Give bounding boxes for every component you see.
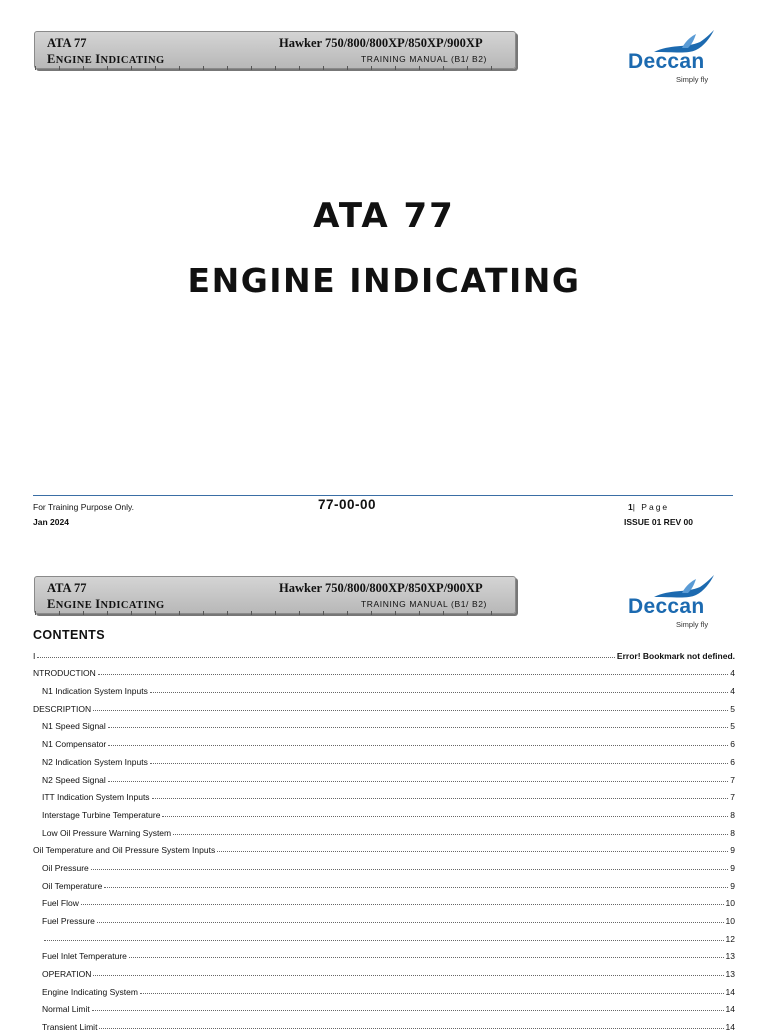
logo-wordmark: Deccan xyxy=(628,595,705,618)
toc-entry[interactable] xyxy=(33,979,735,997)
toc-leader-dots xyxy=(108,745,728,746)
toc-leader-dots xyxy=(93,710,728,711)
toc-entry-title: Transient Limit xyxy=(42,1022,98,1032)
toc-entry[interactable] xyxy=(33,696,735,714)
toc-entry[interactable] xyxy=(33,678,735,696)
toc-leader-dots xyxy=(37,657,615,658)
toc-leader-dots xyxy=(162,816,728,817)
cover-title-chapter: ENGINE INDICATING xyxy=(187,261,581,300)
toc-entry-title: N2 Speed Signal xyxy=(42,774,106,785)
toc-entry-title: N1 Indication System Inputs xyxy=(42,686,148,697)
toc-entry-page: 5 xyxy=(730,721,735,732)
deccan-logo xyxy=(624,30,724,90)
toc-entry-title: N1 Speed Signal xyxy=(42,721,106,732)
toc-entry-page: 13 xyxy=(725,969,735,980)
toc-entry-title: NTRODUCTION xyxy=(33,668,96,679)
toc-entry[interactable] xyxy=(33,767,735,785)
toc-entry-title: Oil Temperature xyxy=(42,880,103,891)
toc-leader-dots xyxy=(173,834,728,835)
toc-entry[interactable] xyxy=(33,643,735,661)
toc-leader-dots xyxy=(81,904,724,905)
toc-leader-dots xyxy=(104,887,728,888)
toc-entry-page: 8 xyxy=(730,809,735,820)
header-chapter: ENGINE INDICATING xyxy=(47,52,165,66)
footer-date: Jan 2024 xyxy=(33,517,69,527)
logo-tagline: Simply fly xyxy=(676,75,709,84)
footer-page: 1| Page xyxy=(628,502,670,512)
toc-entry-page: 9 xyxy=(730,845,735,856)
toc-leader-dots xyxy=(44,940,724,941)
header-rule-ticks xyxy=(35,66,515,70)
contents-heading: CONTENTS xyxy=(33,628,105,642)
toc-entry-title: Low Oil Pressure Warning System xyxy=(42,827,172,838)
toc-entry[interactable] xyxy=(33,997,735,1015)
toc-entry-page: 5 xyxy=(730,703,735,714)
toc-entry-page: 7 xyxy=(730,774,735,785)
toc-entry-title: OPERATION xyxy=(42,969,92,980)
contents-page xyxy=(0,545,768,1032)
toc-leader-dots xyxy=(97,922,724,923)
toc-leader-dots xyxy=(140,993,724,994)
toc-entry[interactable] xyxy=(33,944,735,962)
toc-entry-title: Fuel Pressure xyxy=(42,916,95,926)
toc-entry[interactable] xyxy=(33,820,735,838)
toc-entry-page: 4 xyxy=(730,686,735,697)
toc-leader-dots xyxy=(129,957,724,958)
toc-entry[interactable] xyxy=(33,802,735,820)
toc-entry-page: 14 xyxy=(725,1004,735,1015)
header-rule-ticks xyxy=(35,611,515,615)
footer-note: For Training Purpose Only. xyxy=(33,502,134,512)
toc-entry-page: 7 xyxy=(730,792,735,803)
header-manual: TRAINING MANUAL (B1/ B2) xyxy=(360,54,487,64)
toc-entry-page: 9 xyxy=(730,862,735,873)
toc-leader-dots xyxy=(98,674,728,675)
toc-entry-title: Fuel Inlet Temperature xyxy=(42,951,127,962)
header-ata: ATA 77 xyxy=(47,36,87,50)
toc-entry[interactable] xyxy=(33,661,735,679)
toc-entry[interactable] xyxy=(33,891,735,909)
toc-entry-title: N2 Indication System Inputs xyxy=(42,756,148,767)
toc-entry-title: Normal Limit xyxy=(42,1004,90,1015)
header-model: Hawker 750/800/800XP/850XP/900XP xyxy=(279,581,483,595)
toc-entry-title: I xyxy=(33,650,36,661)
header-banner xyxy=(34,31,516,69)
toc-entry-page: 12 xyxy=(725,933,735,944)
toc-entry-page: 6 xyxy=(730,756,735,767)
toc-entry-page: 4 xyxy=(730,668,735,679)
toc-entry[interactable] xyxy=(33,855,735,873)
toc-leader-dots xyxy=(91,869,729,870)
toc-entry[interactable] xyxy=(33,926,735,944)
deccan-logo xyxy=(624,575,724,635)
toc-entry[interactable] xyxy=(33,1014,735,1032)
table-of-contents xyxy=(33,643,735,1032)
footer-code: 77-00-00 xyxy=(318,497,377,512)
toc-entry-title: Oil Pressure xyxy=(42,862,89,873)
toc-leader-dots xyxy=(92,1010,724,1011)
toc-entry-title: Fuel Flow xyxy=(42,898,79,909)
toc-leader-dots xyxy=(150,692,728,693)
logo-wordmark: Deccan xyxy=(628,50,705,73)
logo-tagline: Simply fly xyxy=(676,620,709,629)
header-ata: ATA 77 xyxy=(47,581,87,595)
toc-entry[interactable] xyxy=(33,873,735,891)
toc-entry[interactable] xyxy=(33,908,735,926)
toc-entry-page: 10 xyxy=(725,898,735,909)
toc-entry[interactable] xyxy=(33,749,735,767)
toc-entry-title: ITT Indication System Inputs xyxy=(42,792,150,803)
header-chapter: ENGINE INDICATING xyxy=(47,597,165,611)
toc-entry-page: 10 xyxy=(725,916,735,926)
toc-entry-page: 14 xyxy=(725,1022,735,1032)
toc-entry-page: 13 xyxy=(725,951,735,962)
toc-entry-title: DESCRIPTION xyxy=(33,703,92,714)
toc-entry-page: 9 xyxy=(730,880,735,891)
toc-entry-page: 14 xyxy=(725,986,735,997)
footer-rule xyxy=(33,495,733,496)
toc-entry[interactable] xyxy=(33,714,735,732)
toc-entry-title: Oil Temperature and Oil Pressure System Inputs xyxy=(33,845,216,856)
toc-leader-dots xyxy=(152,798,729,799)
toc-entry-page: Error! Bookmark not defined. xyxy=(616,650,735,661)
footer-issue: ISSUE 01 REV 00 xyxy=(624,517,693,527)
toc-entry-page: 8 xyxy=(730,827,735,838)
toc-leader-dots xyxy=(108,781,728,782)
toc-entry[interactable] xyxy=(33,961,735,979)
toc-leader-dots xyxy=(217,851,728,852)
toc-entry-title: Engine Indicating System xyxy=(42,986,138,997)
toc-entry-page: 6 xyxy=(730,739,735,750)
header-model: Hawker 750/800/800XP/850XP/900XP xyxy=(279,36,483,50)
toc-leader-dots xyxy=(108,727,728,728)
toc-leader-dots xyxy=(99,1028,723,1029)
header-banner xyxy=(34,576,516,614)
toc-entry[interactable] xyxy=(33,838,735,856)
header-manual: TRAINING MANUAL (B1/ B2) xyxy=(360,599,487,609)
toc-entry-title: Interstage Turbine Temperature xyxy=(42,809,161,820)
toc-leader-dots xyxy=(150,763,728,764)
toc-entry[interactable] xyxy=(33,785,735,803)
toc-entry-title: N1 Compensator xyxy=(42,739,107,750)
toc-entry[interactable] xyxy=(33,731,735,749)
cover-title-ata: ATA 77 xyxy=(313,196,455,236)
toc-leader-dots xyxy=(93,975,723,976)
